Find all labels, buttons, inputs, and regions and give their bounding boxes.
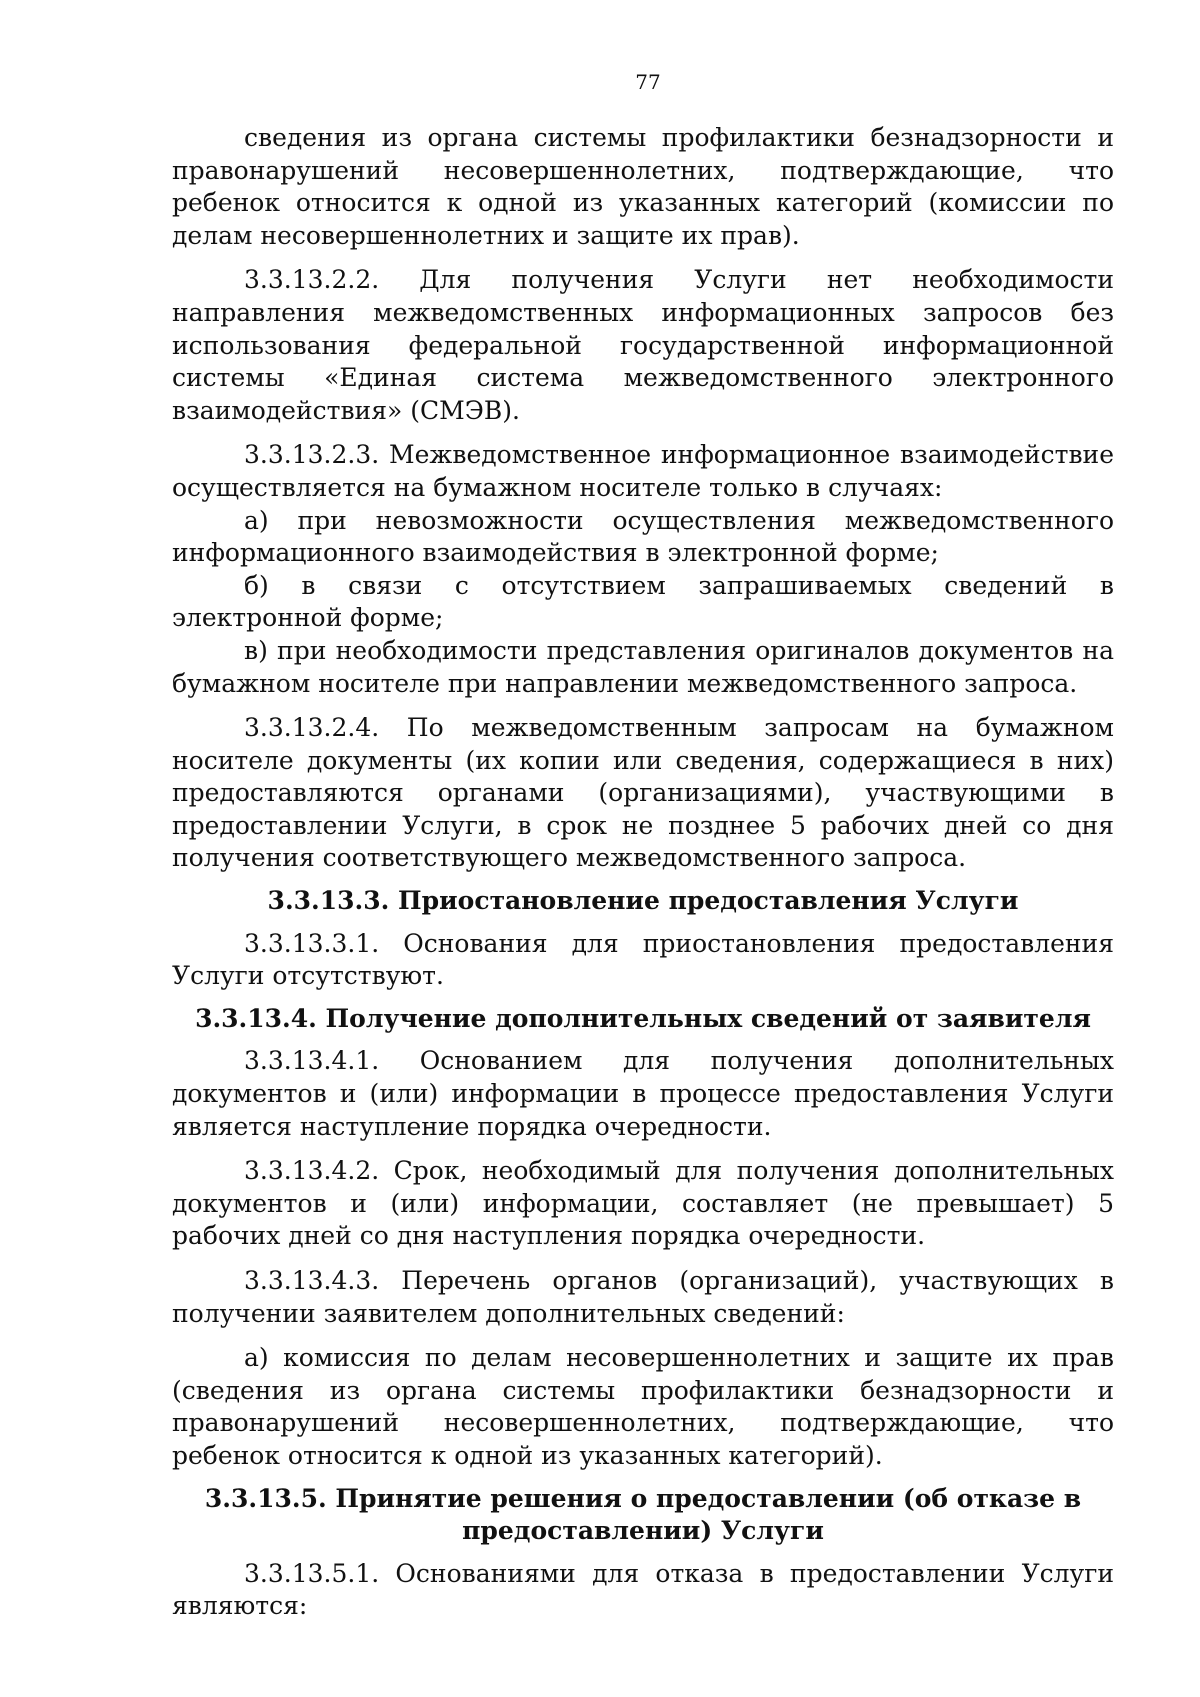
- paragraph-3-3-13-5-1: 3.3.13.5.1. Основаниями для отказа в предоставлении Услуги являются:: [172, 1558, 1114, 1621]
- section-heading-3-3-13-4: 3.3.13.4. Получение дополнительных сведений от заявителя: [195, 1003, 1091, 1033]
- paragraph-continuation: сведения из органа системы профилактики безнадзорности и правонарушений несовершеннолетних, подтверждающие, что ребенок относится к одной из указанных категорий (комиссии по делам несовершеннолетних и защите их прав).: [172, 123, 1114, 250]
- list-item-a-commission: а) комиссия по делам несовершеннолетних и защите их прав (сведения из органа системы профилактики безнадзорности и правонарушений несовершеннолетних, подтверждающие, что ребенок относится к одной из указанных категорий).: [172, 1343, 1114, 1470]
- paragraph-3-3-13-2-3: 3.3.13.2.3. Межведомственное информационное взаимодействие осуществляется на бумажном носителе только в случаях:: [172, 440, 1114, 502]
- list-item-a: а) при невозможности осуществления межведомственного информационного взаимодействия в электронной форме;: [172, 505, 1114, 568]
- page-number: 77: [635, 70, 661, 94]
- list-item-b: б) в связи с отсутствием запрашиваемых сведений в электронной форме;: [172, 570, 1114, 633]
- paragraph-3-3-13-4-1: 3.3.13.4.1. Основанием для получения дополнительных документов и (или) информации в процессе предоставления Услуги является наступление порядка очередности.: [172, 1046, 1114, 1141]
- paragraph-3-3-13-2-2: 3.3.13.2.2. Для получения Услуги нет необходимости направления межведомственных информационных запросов без использования федеральной государственной информационной системы «Единая система межведомственного электронного взаимодействия» (СМЭВ).: [172, 265, 1114, 425]
- paragraph-3-3-13-4-2: 3.3.13.4.2. Срок, необходимый для получения дополнительных документов и (или) информации, составляет (не превышает) 5 рабочих дней со дня наступления порядка очередности.: [172, 1156, 1114, 1251]
- paragraph-3-3-13-2-4: 3.3.13.2.4. По межведомственным запросам на бумажном носителе документы (их копии или сведения, содержащиеся в них) предоставляются органами (организациями), участвующими в предоставлении Услуги, в срок не позднее 5 рабочих дней со дня получения соответствующего межведомственного запроса.: [172, 713, 1114, 873]
- section-heading-3-3-13-3: 3.3.13.3. Приостановление предоставления Услуги: [267, 886, 1019, 916]
- list-item-v: в) при необходимости представления оригиналов документов на бумажном носителе при направлении межведомственного запроса.: [172, 635, 1114, 698]
- paragraph-3-3-13-4-3: 3.3.13.4.3. Перечень органов (организаций), участвующих в получении заявителем дополнительных сведений:: [172, 1266, 1114, 1328]
- paragraph-3-3-13-3-1: 3.3.13.3.1. Основания для приостановления предоставления Услуги отсутствуют.: [172, 928, 1114, 991]
- section-heading-3-3-13-5: 3.3.13.5. Принятие решения о предоставлении (об отказе в предоставлении) Услуги: [204, 1483, 1082, 1546]
